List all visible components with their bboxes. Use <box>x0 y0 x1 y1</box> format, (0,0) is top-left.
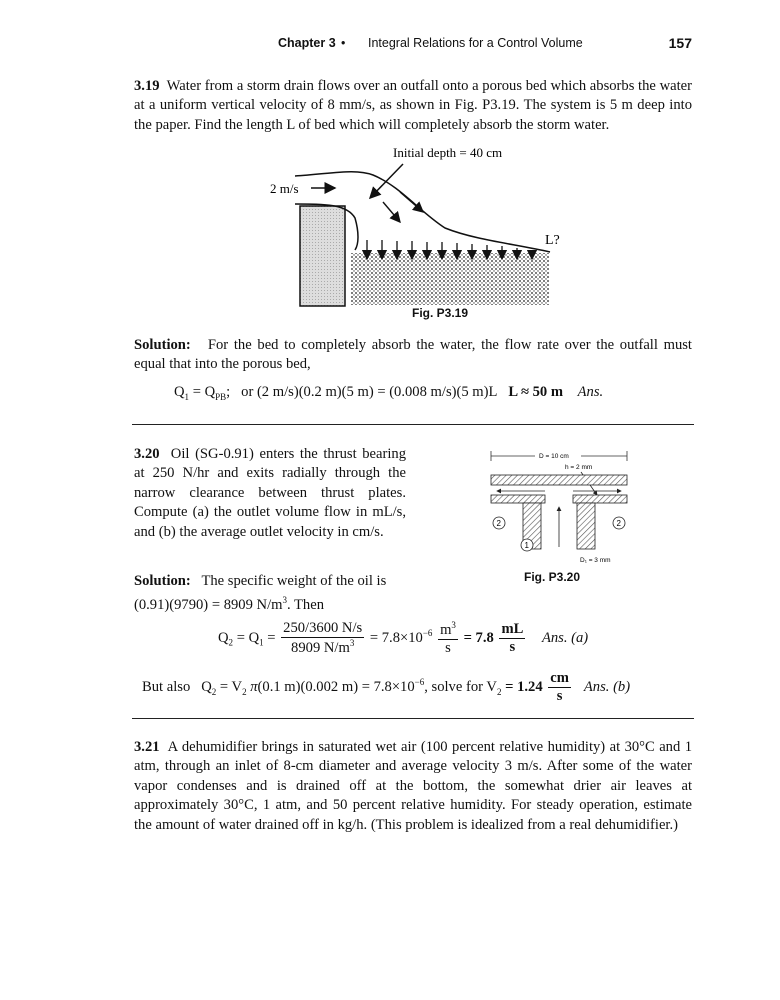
equation-body: or (2 m/s)(0.2 m)(5 m) = (0.008 m/s)(5 m)L <box>241 384 498 400</box>
figure-caption-p3-20: Fig. P3.20 <box>524 570 581 584</box>
section-divider <box>132 424 694 425</box>
node-2-right: 2 <box>616 519 621 528</box>
then-text: . Then <box>286 597 325 614</box>
bullet-separator: • <box>341 36 346 50</box>
page-number: 157 <box>668 35 692 51</box>
but-also-text: But also <box>142 678 191 695</box>
problem-number: 3.21 <box>134 739 160 755</box>
clearance-label: h = 2 mm <box>565 464 593 471</box>
exponent: −6 <box>414 676 425 687</box>
problem-3-19-text <box>134 77 692 135</box>
answer-unit-num: mL <box>501 620 524 637</box>
figure-caption-p3-19: Fig. P3.19 <box>412 306 469 320</box>
solution-text: The specific weight of the oil is <box>201 573 387 589</box>
unit-num: m <box>440 621 452 638</box>
equation-3-19: $Q_1 = Q_{PB}$; or (2 m/s)(0.2 m)(5 m) = (0.008 m/s)(5 m)L L ≈ 50 m Ans. <box>174 384 604 402</box>
unit-fraction: $\frac{m^3}{s}$ <box>440 620 456 656</box>
solution-text: For the bed to completely absorb the water, the flow rate over the outfall must equal that into the porous bed, <box>134 337 692 373</box>
unit-den: s <box>445 639 451 656</box>
ans-a-label: Ans. (a) <box>541 629 589 646</box>
answer-unit-den: s <box>509 638 516 655</box>
section-divider <box>132 718 694 719</box>
solution-label: Solution: <box>134 337 191 353</box>
answer-unit-num: cm <box>550 670 569 686</box>
ans-label: Ans. <box>577 384 604 400</box>
solution-3-20: Solution: The specific weight of the oil is (0.91)(9790) = 8909 $N/m^3$. Then <box>134 573 387 614</box>
problem-statement: A dehumidifier brings in saturated wet air (100 percent relative humidity) at 30°C and 1 atm, through an inlet of 8-cm diameter and average velocity 3 m/s. After some of the water vapor condenses and is drained off at the bottom, the somewhat drier air leaves at approximately 30°C, 1 atm, and 50 percent relative humidity. For steady operation, estimate the amount of water drained off in kg/h. (This problem is idealized from a real dehumidifier.) <box>134 739 693 833</box>
problem-number: 3.19 <box>134 78 160 94</box>
answer-unit-fraction <box>548 670 571 705</box>
length-label: L? <box>545 233 560 248</box>
specific-weight-text: (0.91)(9790) = 8909 N/m <box>134 597 283 614</box>
fraction: $\frac{250/3600 N/s}{8909 N/m^3}$ <box>283 620 363 656</box>
mid-result: = 7.8×10 <box>369 629 423 646</box>
frac-numerator: 250/3600 N/s <box>283 620 363 636</box>
chapter-title: Integral Relations for a Control Volume <box>368 36 583 50</box>
figure-p3-20 <box>485 445 635 567</box>
inlet-diameter-label: D₁ = 3 mm <box>580 557 611 564</box>
ans-b-label: Ans. (b) <box>583 678 631 695</box>
problem-3-21-text <box>134 738 692 835</box>
chapter-label: Chapter 3 <box>278 36 336 50</box>
solve-for-text: , solve for <box>424 678 484 695</box>
equation-body: (0.1 m)(0.002 m) = 7.8×10 <box>257 678 415 695</box>
node-2-left: 2 <box>496 519 501 528</box>
answer-a-value: = 7.8 <box>463 629 494 646</box>
answer-value: L ≈ 50 m <box>508 384 564 400</box>
equation-3-20-a: $Q_2 = Q_1$ = $\frac{250/3600 N/s}{8909 N/m^3}$ = $7.8\times 10^{-6}$ $\frac{m^3}{s}$ = 7.8 $\frac{mL}{s}$ Ans. (a) <box>218 620 589 656</box>
initial-depth-label: Initial depth = 40 cm <box>393 145 503 160</box>
problem-number: 3.20 <box>134 446 160 462</box>
problem-statement: Oil (SG-0.91) enters the thrust bearing at 250 N/hr and exits radially through the narrow clearance between thrust plates. Compute (a) the outlet volume flow in mL/s, and (b) the average outlet velocity in cm/s. <box>134 446 407 540</box>
solution-3-19 <box>134 336 692 375</box>
node-1: 1 <box>524 541 529 550</box>
problem-3-20-text <box>134 445 406 542</box>
exponent: −6 <box>422 627 433 638</box>
frac-denominator: 8909 N/m <box>291 639 350 656</box>
figure-p3-19 <box>255 140 585 312</box>
answer-unit-den: s <box>556 688 563 704</box>
diameter-label: D = 10 cm <box>539 453 569 460</box>
solution-label: Solution: <box>134 573 191 589</box>
answer-unit-fraction <box>499 621 525 656</box>
inflow-velocity-label: 2 m/s <box>270 181 299 196</box>
problem-statement: Water from a storm drain flows over an outfall onto a porous bed which absorbs the water at a uniform vertical velocity of 8 mm/s, as shown in Fig. P3.19. The system is 5 m deep into the paper. Find the length L of bed which will completely absorb the storm water. <box>134 78 692 133</box>
equation-3-20-b: But also $Q_2 = V_2$ π(0.1 m)(0.002 $m) = 7.8\times 10^{-6}$, solve for $V_2 = 1.24$ $\frac{cm}{s}$ Ans. (b) <box>142 670 631 704</box>
answer-b-value: = 1.24 <box>505 678 543 695</box>
